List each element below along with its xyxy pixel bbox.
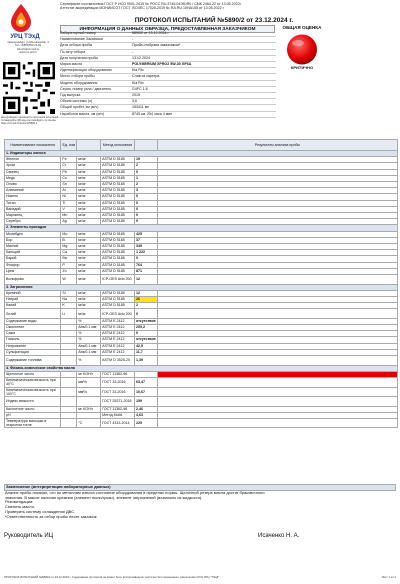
unit — [77, 397, 101, 407]
element-symbol: Ba — [61, 256, 77, 262]
result-value: 12 — [134, 275, 157, 285]
info-row — [60, 112, 276, 118]
element-symbol: Zn — [61, 268, 77, 274]
test-method: ASTM D 5185 — [101, 250, 135, 256]
element-symbol: Na — [61, 296, 77, 302]
parameter-name: Индекс вязкости — [5, 397, 61, 407]
parameter-name: Медь — [5, 175, 61, 181]
test-method: ГОСТ 11362-96 — [101, 406, 135, 412]
results-table — [4, 139, 398, 428]
parameter-name: Цинк — [5, 268, 61, 274]
result-value: 159 — [134, 397, 157, 407]
parameter-name: Кальций — [5, 250, 61, 256]
test-method: ASTM D 5185 — [101, 237, 135, 243]
test-method: ASTM D 5185 — [101, 206, 135, 212]
info-key: Дата получения пробы — [60, 55, 99, 60]
section-label: 4. Физико-химические свойства масла — [5, 365, 398, 371]
result-value: 0 — [134, 219, 157, 225]
result-value: 4,63 — [134, 412, 157, 418]
test-method: ASTM D 5185 — [101, 188, 135, 194]
info-key: Идентификация оборудования — [60, 68, 112, 73]
unit: мг/кг — [77, 256, 101, 262]
interpretation-line: значения. В масле наличие кремния (элемент пыли/грязи), элемент загрязнений (возможно из жидкости). — [5, 494, 203, 500]
info-value: Проба отобрана заказчиком* — [132, 43, 181, 48]
parameter-name: Кинематическая вязкость при 40°C — [5, 378, 61, 388]
signature-role: Руководитель ИЦ — [4, 533, 54, 539]
result-value: 0 — [134, 194, 157, 200]
element-symbol: Ti — [61, 200, 77, 206]
page-number: Лист 1 из 1 — [381, 575, 396, 579]
unit: мг/кг — [77, 244, 101, 250]
parameter-name: Нитрование — [5, 343, 61, 349]
unit: мг/кг — [77, 303, 101, 309]
element-symbol: Ni — [61, 194, 77, 200]
info-key: Марка масла — [60, 62, 83, 67]
result-value: 349 — [134, 244, 157, 250]
element-symbol: Mg — [61, 244, 77, 250]
column-header: Результаты анализа пробы — [157, 140, 397, 151]
column-header: Ед. изм — [61, 140, 77, 151]
unit: мг/кг — [77, 290, 101, 296]
company-contacts — [2, 41, 54, 54]
unit: мг/кг — [77, 231, 101, 237]
result-value: 0 — [134, 331, 157, 337]
element-symbol: Si — [61, 290, 77, 296]
unit: % — [77, 356, 101, 366]
parameter-name: Кислотное число — [5, 406, 61, 412]
result-analysis — [157, 356, 397, 366]
unit: мг/кг — [77, 169, 101, 175]
unit: мг/кг — [77, 268, 101, 274]
unit: % — [77, 331, 101, 337]
test-method: ASTM D 5185 — [101, 244, 135, 250]
email[interactable]: lab.info@urc-ted.ru — [16, 47, 40, 51]
result-value: 0 — [134, 256, 157, 262]
test-method: ASTM D 5185 — [101, 157, 135, 163]
result-analysis — [157, 387, 397, 397]
website[interactable]: www.urc-ted.ru — [19, 50, 37, 54]
result-value: 0 — [134, 206, 157, 212]
result-value: отсутствие — [135, 337, 156, 342]
element-symbol — [61, 418, 77, 428]
section-label: 2. Элементы присадок — [5, 225, 398, 231]
result-value: 1 222 — [134, 250, 157, 256]
result-value: 2 — [134, 303, 157, 309]
parameter-name: Сажа — [5, 331, 61, 337]
element-symbol: Mn — [61, 213, 77, 219]
element-symbol: Ag — [61, 219, 77, 225]
unit: % — [77, 337, 101, 343]
result-value: 19 — [134, 157, 157, 163]
section-title: ИНФОРМАЦИЯ О ДАННЫХ ОБРАЗЦА, ПРЕДОСТАВЛЕННАЯ ЗАКАЗЧИКОМ — [60, 25, 275, 33]
test-method: ГОСТ 33-2016 — [101, 387, 135, 397]
element-symbol — [61, 397, 77, 407]
info-value: Kia Rio — [132, 68, 144, 73]
test-method: ASTM D 5185 — [101, 194, 135, 200]
test-method: ASTM E 2412 — [101, 331, 135, 337]
element-symbol: W — [61, 275, 77, 285]
result-value: 0 — [134, 200, 157, 206]
result-value: 0 — [134, 309, 157, 319]
footer-note: ПРОТОКОЛ ИСПЫТАНИЙ №5890/2 от 23.12.2024 г. Содержание протокола не может быть воспроизведено частично без письменного разрешения ООО УРЦ "ТЭхД" — [4, 575, 220, 579]
result-analysis — [157, 309, 397, 319]
element-symbol: Mo — [61, 231, 77, 237]
result-value: 425 — [134, 231, 157, 237]
parameter-name: Никель — [5, 194, 61, 200]
test-method: ГОСТ 4333-2014 — [101, 418, 135, 428]
test-method: ASTM D 5185 — [101, 163, 135, 169]
interpretation — [4, 484, 396, 520]
test-method: ASTM D 5185 — [101, 290, 135, 296]
result-value: 2 — [134, 182, 157, 188]
parameter-name: Температура вспышки в открытом тигле — [5, 418, 61, 428]
phone: Тел.: 8(800)550-73-69 — [15, 44, 41, 48]
element-symbol — [61, 387, 77, 397]
info-key: Серия, номер узла / двигатель — [60, 86, 112, 91]
element-symbol: Cu — [61, 175, 77, 181]
info-value: POLYMERIUM XPRO2 5W-30 GF6A — [132, 62, 192, 67]
info-value: - — [132, 37, 134, 42]
interpretation-line: *Ответственность за отбор пробы несет заказчик — [5, 513, 97, 519]
unit: мг/кг — [77, 182, 101, 188]
element-symbol: Al — [61, 188, 77, 194]
info-value: - — [132, 49, 134, 54]
unit: мг/кг — [77, 213, 101, 219]
info-key: Наработка масла, км (м/ч) — [60, 111, 104, 116]
element-symbol: K — [61, 303, 77, 309]
test-method: Метод Mobil — [101, 412, 135, 418]
certificates — [60, 2, 360, 11]
result-value: 2 — [134, 163, 157, 169]
element-symbol: Sn — [61, 182, 77, 188]
test-method: ASTM D 5185 — [101, 200, 135, 206]
result-analysis — [157, 378, 397, 388]
critical-indicator-icon — [281, 33, 323, 66]
unit: мг/кг — [77, 163, 101, 169]
parameter-name: Хром — [5, 163, 61, 169]
element-symbol — [61, 356, 77, 366]
unit: мг/кг — [77, 262, 101, 268]
unit: мг KOH/г — [77, 406, 101, 412]
column-header: Метод испытания — [101, 140, 135, 151]
result-value: 11,7 — [134, 349, 157, 355]
table-row — [5, 356, 398, 366]
parameter-name: Щелочное число — [5, 371, 61, 377]
column-header — [134, 140, 157, 151]
unit: мг/кг — [77, 206, 101, 212]
unit: мг/кг — [77, 250, 101, 256]
unit: % — [77, 318, 101, 324]
element-symbol: V — [61, 206, 77, 212]
unit: мг/кг — [77, 188, 101, 194]
element-symbol: Pb — [61, 169, 77, 175]
test-method: ICP-OES Avio 200 — [101, 275, 135, 285]
table-header — [5, 140, 398, 151]
parameter-name: Ванадий — [5, 206, 61, 212]
element-symbol — [61, 378, 77, 388]
result-value: 871 — [134, 268, 157, 274]
table-row — [5, 387, 398, 397]
signature-name: Исаченко Н. А. — [258, 533, 300, 539]
result-value: 225 — [134, 418, 157, 428]
result-value: отсутствие — [135, 318, 156, 323]
parameter-name: Бор — [5, 237, 61, 243]
unit: мг/кг — [77, 309, 101, 319]
unit: мм²/с — [77, 378, 101, 388]
info-key: Объем системы (л) — [60, 99, 93, 104]
unit: Abs/0.1 мм — [77, 343, 101, 349]
parameter-name: Литий — [5, 309, 61, 319]
certificate-line: Аттестат аккредитации МОНИИСОТ ГОСТ ISO/IEC 17025-2019 № RA.RU.10НА155 от 13.05.2022 г. — [60, 6, 225, 11]
parameter-name: pH — [5, 412, 61, 418]
info-value: 2015 — [132, 93, 140, 98]
interpretation-heading: Заключение (интерпретация лабораторных данных) — [4, 484, 396, 491]
page-title: ПРОТОКОЛ ИСПЫТАНИЙ №5890/2 от 23.12.2024 г. — [134, 17, 294, 24]
result-value: 0 — [134, 169, 157, 175]
section-label: 3. Загрязнения — [5, 284, 398, 290]
test-method: ASTM D 5185 — [101, 262, 135, 268]
test-method: ГОСТ 33-2016 — [101, 378, 135, 388]
test-method: ASTM E 2412 — [101, 325, 135, 331]
info-value: 153411 км — [132, 105, 149, 110]
overall-value: КРИТИЧНО — [290, 65, 314, 70]
unit: Abs/0.1 мм — [77, 349, 101, 355]
parameter-name: Барий — [5, 256, 61, 262]
element-symbol: Ca — [61, 250, 77, 256]
info-value: Слив из картера — [132, 74, 160, 79]
page-footer — [4, 575, 396, 579]
parameter-name: Серебро — [5, 219, 61, 225]
result-value: 3 — [134, 188, 157, 194]
interpretation-line: Рекомендации: — [5, 499, 34, 505]
result-value: 1,39 — [134, 356, 157, 366]
result-analysis — [157, 397, 397, 407]
parameter-name: Окисление — [5, 325, 61, 331]
unit: °C — [77, 418, 101, 428]
parameter-name: Кинематическая вязкость при 100°C — [5, 387, 61, 397]
test-method: ГОСТ 11362-96 — [101, 371, 135, 377]
interpretation-line: Сменить масло. — [5, 504, 36, 510]
info-value: Kia Rio — [132, 80, 144, 85]
company-name: УРЦ ТЭхД — [10, 34, 40, 40]
parameter-name: Фосфор — [5, 262, 61, 268]
table-row — [5, 275, 398, 285]
unit: мг/кг — [77, 175, 101, 181]
interpretation-text — [4, 491, 396, 520]
address: г.Екатеринбург, ул.Монтажников, 4 — [7, 41, 49, 44]
unit: мм²/с — [77, 387, 101, 397]
result-value: 26 — [134, 296, 157, 302]
test-method: ICP-OES Avio 200 — [101, 309, 135, 319]
certificate-line: Сертификат соответствия ГОСТ Р ИСО 9001-2015 № РОСС RU.3745.04ЭЮЯ0 / СМК 2464-22 от 13.05.2022г. — [60, 2, 242, 6]
parameter-name: Алюминий — [5, 188, 61, 194]
element-symbol: Li — [61, 309, 77, 319]
qr-caption: Для проверки подлинности протокола испытаний отсканируйте QR-код или перейдите по ссылке https://urc-ted.ru/protocol/5890-2 — [1, 116, 59, 126]
table-row — [5, 418, 398, 428]
test-method: ASTM D 5185 — [101, 213, 135, 219]
unit: мг/кг — [77, 157, 101, 163]
parameter-name: Калий — [5, 303, 61, 309]
test-method: ASTM D 5185 — [101, 169, 135, 175]
result-analysis — [157, 418, 397, 428]
unit: Abs/0.1 мм — [77, 325, 101, 331]
interpretation-line: Анализ пробы показал, что по металлам износа состояние оборудования в пределах нормы. Щелочной резерв масла достиг браковочного — [5, 489, 265, 495]
result-value: 0 — [134, 213, 157, 219]
result-value: 209,2 — [134, 325, 157, 331]
parameter-name: Молибден — [5, 231, 61, 237]
parameter-name: Кремний — [5, 290, 61, 296]
test-method: ASTM E 2412 — [101, 337, 135, 343]
overall-label: ОБЩАЯ ОЦЕНКА — [282, 25, 322, 30]
parameter-name: Вольфрам — [5, 275, 61, 285]
info-key: Дата отбора пробы — [60, 43, 93, 48]
test-method: ASTM D 5185 — [101, 182, 135, 188]
info-value: G4FC 1.6 — [132, 86, 148, 91]
table-row — [5, 397, 398, 407]
test-method: ASTM D 5185 — [101, 303, 135, 309]
unit: мг/кг — [77, 219, 101, 225]
info-value: 3,6 — [132, 99, 137, 104]
test-method: ASTM D 5185 — [101, 296, 135, 302]
result-value: 37 — [134, 237, 157, 243]
element-symbol: Fe — [61, 157, 77, 163]
test-method: ASTM D 3525-20 — [101, 356, 135, 366]
table-row — [5, 378, 398, 388]
result-value: 764 — [134, 262, 157, 268]
parameter-name: Олово — [5, 182, 61, 188]
test-method: ASTM E 2412 — [101, 343, 135, 349]
unit: мг KOH/г — [77, 371, 101, 377]
test-method: ASTM E 2412 — [101, 318, 135, 324]
sample-info — [60, 31, 276, 118]
result-value: 1 — [134, 175, 157, 181]
column-header: Наименование показателя — [5, 140, 61, 151]
parameter-name: Натрий — [5, 296, 61, 302]
test-method: ASTM D 5185 — [101, 256, 135, 262]
result-value: 42,5 — [134, 343, 157, 349]
element-symbol: P — [61, 262, 77, 268]
qr-code — [3, 62, 55, 114]
interpretation-line: Проверить систему охлаждения ДВС. — [5, 508, 76, 514]
column-header — [77, 140, 101, 151]
result-value: 63,47 — [134, 378, 157, 388]
element-symbol: Cr — [61, 163, 77, 169]
result-analysis — [157, 275, 397, 285]
info-key: Место отбора пробы — [60, 74, 95, 79]
test-method: ASTM D 5185 — [101, 219, 135, 225]
test-method: ASTM D 5185 — [101, 175, 135, 181]
info-key: Наименование Заказчика — [60, 37, 103, 42]
info-key: Модель оборудования — [60, 80, 98, 85]
test-method: ASTM D 5185 — [101, 231, 135, 237]
info-key: По акту отбора — [60, 49, 86, 54]
result-value: 10,67 — [134, 387, 157, 397]
info-value: 8745 км, 254 часа 4 мин — [132, 111, 173, 116]
unit: мг/кг — [77, 237, 101, 243]
unit: мг/кг — [77, 200, 101, 206]
test-method: ASTM E 2412 — [101, 349, 135, 355]
parameter-name: Свинец — [5, 169, 61, 175]
parameter-name: Сульфатация — [5, 349, 61, 355]
info-key: Лабораторный номер — [60, 31, 96, 35]
parameter-name: Содержание топлива — [5, 356, 61, 366]
info-value: 5890/2 от 13.12.2024 г. — [132, 31, 170, 35]
parameter-name: Содержание воды — [5, 318, 61, 324]
info-key: Год выпуска — [60, 93, 81, 98]
table-row — [5, 309, 398, 319]
parameter-name: Железо — [5, 157, 61, 163]
test-method: ASTM D 5185 — [101, 268, 135, 274]
element-symbol: B — [61, 237, 77, 243]
company-logo — [8, 3, 34, 33]
test-method: ГОСТ 25371-2018 — [101, 397, 135, 407]
parameter-name: Магний — [5, 244, 61, 250]
section-label: 1. Индикаторы износа — [5, 151, 398, 157]
parameter-name: Марганец — [5, 213, 61, 219]
result-value: 12 — [134, 290, 157, 296]
parameter-name: Гликоль — [5, 337, 61, 343]
result-value: 2,46 — [134, 406, 157, 412]
unit: мг/кг — [77, 194, 101, 200]
parameter-name: Титан — [5, 200, 61, 206]
unit: мг/кг — [77, 275, 101, 285]
info-key: Общий пробег, км (м/ч) — [60, 105, 99, 110]
info-value: 13.12.2024 — [132, 55, 150, 60]
unit: мг/кг — [77, 296, 101, 302]
